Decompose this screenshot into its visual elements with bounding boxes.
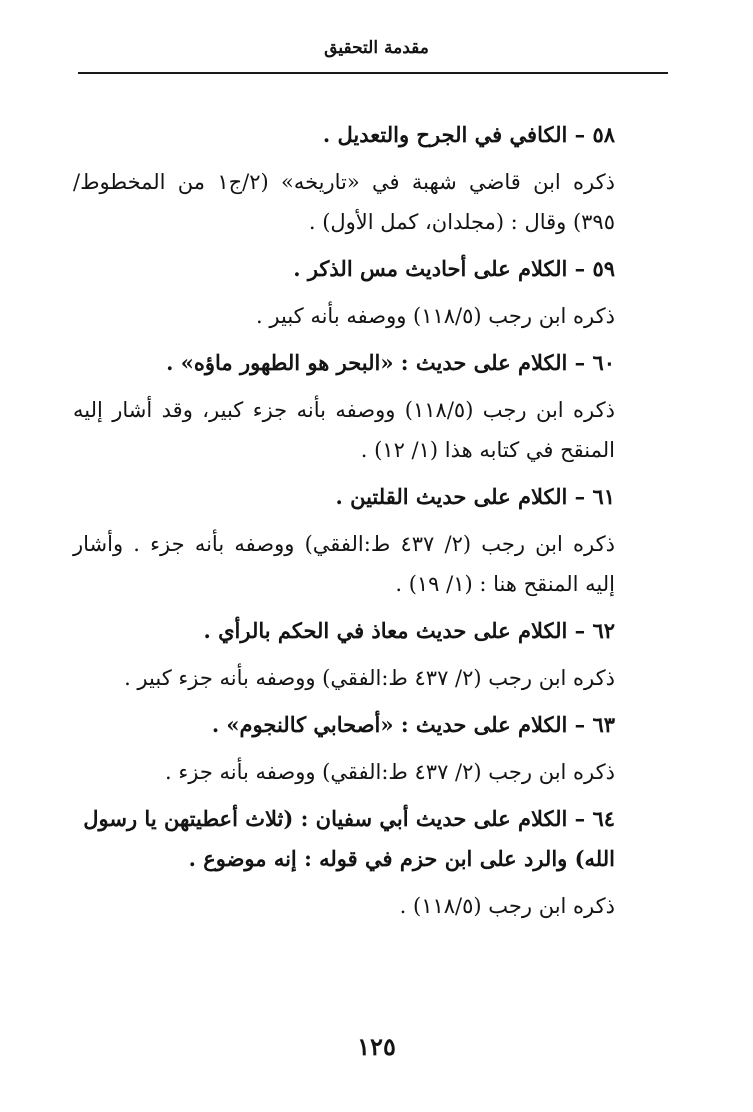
entry-63-heading: ٦٣ – الكلام على حديث : «أصحابي كالنجوم» . (211, 712, 615, 737)
running-header: مقدمة التحقيق (324, 38, 429, 58)
entry-60-heading: ٦٠ – الكلام على حديث : «البحر هو الطهور ماؤه» . (166, 350, 615, 375)
page-body (73, 108, 673, 933)
entry-58-heading: ٥٨ – الكافي في الجرح والتعديل . (322, 122, 615, 147)
entry-61-description: ذكره ابن رجب (٢/ ٤٣٧ ط:الفقي) ووصفه بأنه جزء . وأشار إليه المنقح هنا : (١/ ١٩) . (73, 532, 615, 596)
entry-63-description: ذكره ابن رجب (٢/ ٤٣٧ ط:الفقي) ووصفه بأنه جزء . (165, 760, 615, 784)
entry-59-description: ذكره ابن رجب (١١٨/٥) ووصفه بأنه كبير . (256, 304, 615, 328)
entry-61-heading: ٦١ – الكلام على حديث القلتين . (335, 484, 615, 509)
header-rule (78, 72, 668, 74)
page-number: ١٢٥ (357, 1032, 396, 1061)
entry-60-description: ذكره ابن رجب (١١٨/٥) ووصفه بأنه جزء كبير، وقد أشار إليه المنقح في كتابه هذا (١/ ١٢) . (73, 398, 615, 462)
entry-58-description: ذكره ابن قاضي شهبة في «تاريخه» (٢/ج١ من المخطوط/ ٣٩٥) وقال : (مجلدان، كمل الأول) . (73, 170, 615, 234)
entry-64-heading: ٦٤ – الكلام على حديث أبي سفيان : (ثلاث أعطيتهن يا رسول الله) والرد على ابن حزم في قوله : إنه موضوع . (83, 806, 615, 871)
entry-62-heading: ٦٢ – الكلام على حديث معاذ في الحكم بالرأي . (203, 618, 615, 643)
entry-64-description: ذكره ابن رجب (١١٨/٥) . (399, 894, 615, 918)
entry-59-heading: ٥٩ – الكلام على أحاديث مس الذكر . (293, 256, 615, 281)
entry-62-description: ذكره ابن رجب (٢/ ٤٣٧ ط:الفقي) ووصفه بأنه جزء كبير . (124, 666, 615, 690)
